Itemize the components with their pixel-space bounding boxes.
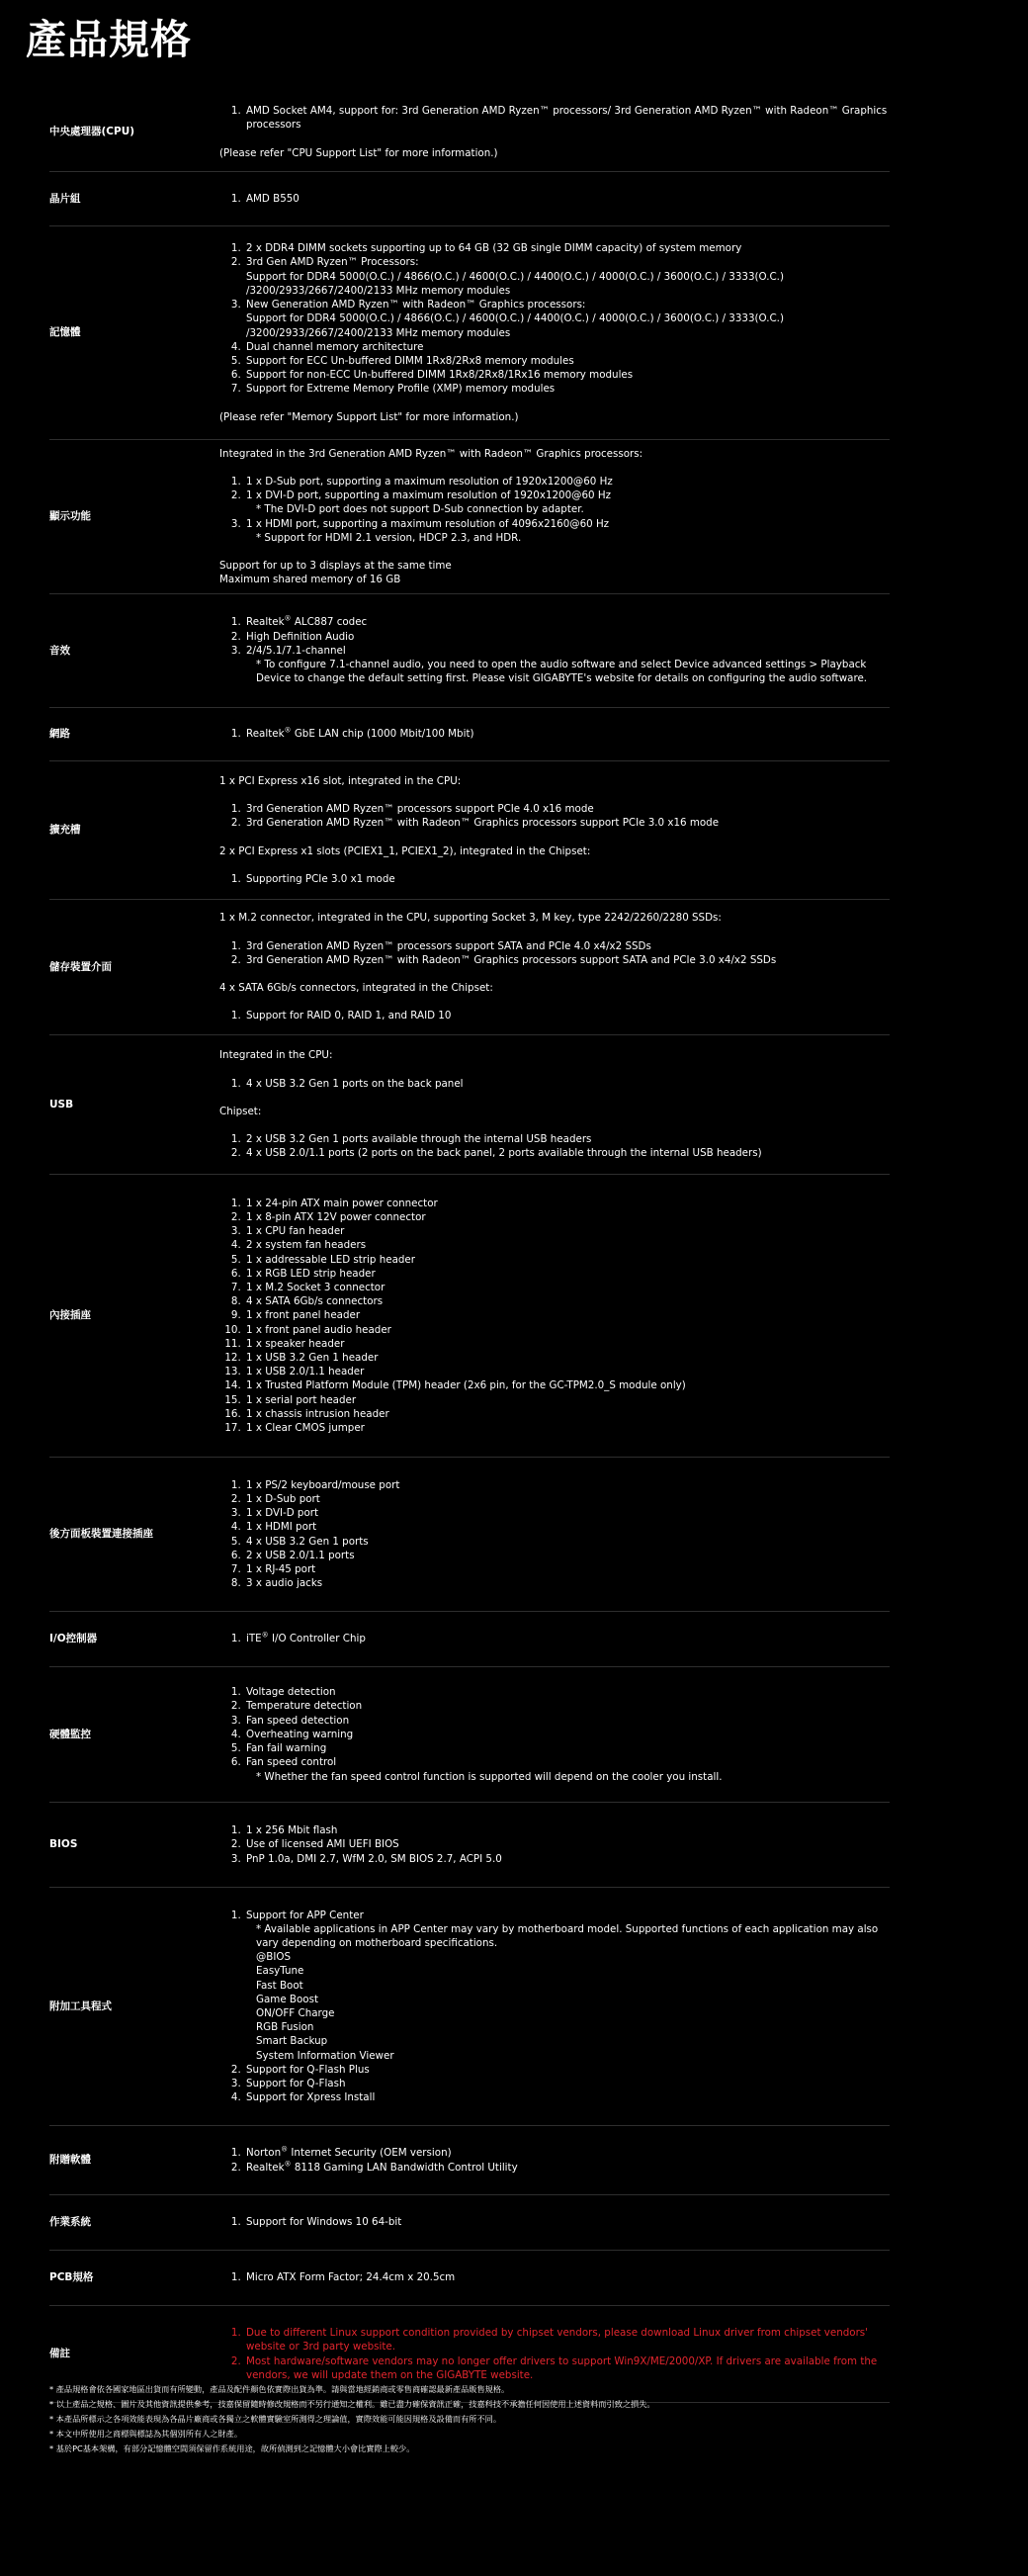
list-item-note: * Available applications in APP Center may vary by motherboard model. Supported functions of each application may also vary depending on motherboard specifications. bbox=[256, 1922, 879, 1949]
list-item: 2. 1 x D-Sub port bbox=[244, 1492, 890, 1506]
list-item: 6. Support for non-ECC Un-buffered DIMM 1Rx8/2Rx8/1Rx16 memory modules bbox=[244, 368, 890, 382]
item-text: I/O Controller Chip bbox=[268, 1633, 366, 1645]
spec-content bbox=[219, 1624, 890, 1653]
item-text: Internet Security (OEM version) bbox=[288, 2147, 452, 2160]
registered-mark: ® bbox=[284, 726, 292, 735]
list-item: 1. 2 x USB 3.2 Gen 1 ports available through the internal USB headers bbox=[244, 1132, 890, 1146]
list-item: 1. 3rd Generation AMD Ryzen™ processors support SATA and PCIe 4.0 x4/x2 SSDs bbox=[244, 939, 890, 953]
app-name: Game Boost bbox=[256, 1993, 318, 2005]
spec-content bbox=[219, 1470, 890, 1599]
list-item bbox=[244, 1909, 890, 2063]
spec-row-io bbox=[49, 1612, 890, 1667]
list-item: 1. 3rd Generation AMD Ryzen™ processors support PCIe 4.0 x16 mode bbox=[244, 802, 890, 816]
list-item bbox=[244, 644, 890, 686]
spec-content bbox=[219, 1189, 890, 1443]
app-name: System Information Viewer bbox=[256, 2049, 394, 2062]
list-item: 4. 2 x system fan headers bbox=[244, 1238, 890, 1252]
spec-intro: Integrated in the CPU: bbox=[219, 1049, 333, 1062]
spec-row-audio bbox=[49, 594, 890, 708]
spec-row-tools bbox=[49, 1888, 890, 2126]
list-item: 1. Micro ATX Form Factor; 24.4cm x 20.5cm bbox=[244, 2270, 890, 2284]
footnote: * 以上產品之規格、圖片及其他資訊提供參考，技嘉保留隨時修改規格而不另行通知之權利。雖已盡力確保資訊正確，技嘉科技不承擔任何因使用上述資料而引致之損失。 bbox=[49, 2399, 655, 2409]
spec-content bbox=[219, 2207, 890, 2237]
list-item: 16. 1 x chassis intrusion header bbox=[244, 1407, 890, 1421]
app-name: Smart Backup bbox=[256, 2035, 328, 2048]
list-item-text: 2. 3rd Gen AMD Ryzen™ Processors: bbox=[246, 256, 419, 269]
spec-content bbox=[219, 903, 890, 1030]
footnote: * 本文中所使用之商標與標誌為其個別所有人之財產。 bbox=[49, 2429, 243, 2439]
list-item: 4. Support for Xpress Install bbox=[244, 2090, 890, 2104]
spec-row-formfactor bbox=[49, 2251, 890, 2306]
list-item: 5. 1 x addressable LED strip header bbox=[244, 1253, 890, 1267]
list-item: 1. Support for Windows 10 64-bit bbox=[244, 2215, 890, 2229]
spec-label: 音效 bbox=[49, 644, 70, 657]
list-item: 3. Support for Q-Flash bbox=[244, 2077, 890, 2090]
list-item: 5. Support for ECC Un-buffered DIMM 1Rx8/2Rx8 memory modules bbox=[244, 354, 890, 368]
list-item: 1. 1 x D-Sub port, supporting a maximum resolution of 1920x1200@60 Hz bbox=[244, 475, 890, 489]
list-item: 15. 1 x serial port header bbox=[244, 1393, 890, 1407]
spec-content bbox=[219, 766, 890, 894]
spec-outro: Support for up to 3 displays at the same time bbox=[219, 559, 452, 572]
list-item-text: 3. New Generation AMD Ryzen™ with Radeon™ Graphics processors: bbox=[246, 299, 586, 311]
list-item bbox=[244, 2146, 890, 2160]
item-text: GbE LAN chip (1000 Mbit/100 Mbit) bbox=[291, 728, 474, 741]
registered-mark: ® bbox=[284, 615, 292, 624]
list-item bbox=[244, 1755, 890, 1783]
list-item: 2. Support for Q-Flash Plus bbox=[244, 2063, 890, 2077]
list-item-detail: Support for DDR4 5000(O.C.) / 4866(O.C.) / 4600(O.C.) / 4400(O.C.) / 4000(O.C.) / 3600(O.C.) / 3333(O.C.) /3200/2933/2667/2400/2133 MHz memory modules bbox=[246, 312, 784, 339]
list-item: 7. Support for Extreme Memory Profile (XMP) memory modules bbox=[244, 382, 890, 396]
spec-content bbox=[219, 233, 890, 431]
list-item-text: 3. 1 x HDMI port, supporting a maximum resolution of 4096x2160@60 Hz bbox=[246, 517, 610, 530]
footnote: * 基於PC基本架構，有部分記憶體空間須保留作系統用途，故所偵測到之記憶體大小會比實際上較少。 bbox=[49, 2443, 415, 2453]
app-name: @BIOS bbox=[256, 1951, 292, 1964]
list-item: 4. 1 x HDMI port bbox=[244, 1520, 890, 1534]
spec-row-expansion bbox=[49, 761, 890, 900]
spec-label: 記憶體 bbox=[49, 326, 81, 339]
spec-row-chipset bbox=[49, 172, 890, 226]
list-item: 1. 1 x PS/2 keyboard/mouse port bbox=[244, 1478, 890, 1492]
list-item-note: * To configure 7.1-channel audio, you need to open the audio software and select Device advanced settings > Playback Device to change the default setting first. Please visit GIGABYTE's website for details on configuring the audio software. bbox=[256, 659, 868, 685]
spec-row-bios bbox=[49, 1803, 890, 1888]
list-item: 13. 1 x USB 2.0/1.1 header bbox=[244, 1365, 890, 1378]
footnotes bbox=[49, 2382, 939, 2456]
registered-mark: ® bbox=[261, 1631, 269, 1640]
list-item-note: * Whether the fan speed control function is supported will depend on the cooler you install. bbox=[256, 1770, 723, 1783]
registered-mark: ® bbox=[284, 2160, 292, 2169]
list-item: 1. Support for RAID 0, RAID 1, and RAID 10 bbox=[244, 1009, 890, 1022]
spec-label: 晶片組 bbox=[49, 192, 81, 205]
spec-content bbox=[219, 607, 890, 693]
item-text: 8118 Gaming LAN Bandwidth Control Utility bbox=[291, 2161, 518, 2174]
spec-intro: 1 x M.2 connector, integrated in the CPU, supporting Socket 3, M key, type 2242/2260/2280 SSDs: bbox=[219, 912, 722, 925]
spec-note: (Please refer "CPU Support List" for more information.) bbox=[219, 146, 498, 159]
list-item bbox=[244, 2161, 890, 2175]
spec-label: 後方面板裝置連接插座 bbox=[49, 1528, 153, 1541]
spec-label: USB bbox=[49, 1098, 74, 1110]
brand-text: Realtek bbox=[246, 2161, 285, 2174]
list-item: 2. 3rd Generation AMD Ryzen™ with Radeon™ Graphics processors support PCIe 3.0 x16 mode bbox=[244, 816, 890, 830]
registered-mark: ® bbox=[281, 2145, 289, 2154]
list-item: 1. 1 x 256 Mbit flash bbox=[244, 1823, 890, 1837]
list-item: 1. AMD B550 bbox=[244, 192, 890, 206]
app-name: ON/OFF Charge bbox=[256, 2007, 335, 2019]
list-item-text: 2. 1 x DVI-D port, supporting a maximum resolution of 1920x1200@60 Hz bbox=[246, 489, 611, 502]
app-name: RGB Fusion bbox=[256, 2021, 314, 2034]
list-item: 8. 4 x SATA 6Gb/s connectors bbox=[244, 1294, 890, 1308]
list-item: 12. 1 x USB 3.2 Gen 1 header bbox=[244, 1351, 890, 1365]
spec-outro: Maximum shared memory of 16 GB bbox=[219, 574, 401, 586]
spec-row-software bbox=[49, 2126, 890, 2195]
spec-content bbox=[219, 2138, 890, 2181]
list-item: 1. 1 x 24-pin ATX main power connector bbox=[244, 1197, 890, 1210]
spec-label: 附贈軟體 bbox=[49, 2154, 91, 2167]
spec-content bbox=[219, 1040, 890, 1168]
list-item-detail: Support for DDR4 5000(O.C.) / 4866(O.C.) / 4600(O.C.) / 4400(O.C.) / 4000(O.C.) / 3600(O.C.) / 3333(O.C.) /3200/2933/2667/2400/2133 MHz memory modules bbox=[246, 270, 784, 297]
list-item: 2. Temperature detection bbox=[244, 1699, 890, 1713]
spec-row-lan bbox=[49, 708, 890, 761]
list-item: 7. 1 x M.2 Socket 3 connector bbox=[244, 1281, 890, 1294]
spec-content bbox=[219, 1816, 890, 1874]
list-item: 2. Use of licensed AMI UEFI BIOS bbox=[244, 1837, 890, 1851]
list-item: 5. Fan fail warning bbox=[244, 1741, 890, 1755]
page-title: 產品規格 bbox=[26, 16, 192, 63]
app-name: EasyTune bbox=[256, 1965, 304, 1978]
spec-label: 附加工具程式 bbox=[49, 1999, 112, 2012]
list-item: 17. 1 x Clear CMOS jumper bbox=[244, 1421, 890, 1435]
spec-intro: 2 x PCI Express x1 slots (PCIEX1_1, PCIEX1_2), integrated in the Chipset: bbox=[219, 844, 591, 857]
list-item: 3. Fan speed detection bbox=[244, 1714, 890, 1728]
list-item-note: * The DVI-D port does not support D-Sub connection by adapter. bbox=[256, 503, 584, 516]
list-item-text: 3. 2/4/5.1/7.1-channel bbox=[246, 644, 346, 657]
list-item: 3. 1 x DVI-D port bbox=[244, 1506, 890, 1520]
list-item bbox=[244, 517, 890, 545]
list-item bbox=[244, 1632, 890, 1645]
list-item bbox=[244, 255, 890, 298]
list-item: 14. 1 x Trusted Platform Module (TPM) header (2x6 pin, for the GC-TPM2.0_S module only) bbox=[244, 1378, 890, 1392]
brand-text: iTE bbox=[246, 1633, 262, 1645]
brand-text: Realtek bbox=[246, 616, 285, 629]
list-item-text: 1. Support for APP Center bbox=[246, 1909, 364, 1921]
list-item: 4. Dual channel memory architecture bbox=[244, 340, 890, 354]
spec-label: I/O控制器 bbox=[49, 1633, 98, 1645]
item-text: ALC887 codec bbox=[291, 616, 368, 629]
list-item: 4. Overheating warning bbox=[244, 1728, 890, 1741]
list-item bbox=[244, 615, 890, 629]
spec-label: 顯示功能 bbox=[49, 510, 91, 523]
spec-row-internal bbox=[49, 1175, 890, 1458]
list-item: 6. 1 x RGB LED strip header bbox=[244, 1267, 890, 1281]
spec-row-display bbox=[49, 440, 890, 594]
list-item: 2. High Definition Audio bbox=[244, 630, 890, 644]
spec-content bbox=[219, 2263, 890, 2292]
spec-row-usb bbox=[49, 1035, 890, 1175]
spec-content bbox=[219, 96, 890, 168]
spec-row-backpanel bbox=[49, 1458, 890, 1612]
list-item: 2. Most hardware/software vendors may no longer offer drivers to support Win9X/ME/2000/XP. If drivers are available from the vendors, we will update them on the GIGABYTE website. bbox=[244, 2354, 890, 2382]
spec-label: 備註 bbox=[49, 2348, 70, 2360]
list-item: 2. 1 x 8-pin ATX 12V power connector bbox=[244, 1210, 890, 1224]
spec-content bbox=[219, 2318, 890, 2390]
list-item: 1. 4 x USB 3.2 Gen 1 ports on the back panel bbox=[244, 1077, 890, 1091]
spec-table bbox=[49, 93, 890, 2403]
list-item: 1. 2 x DDR4 DIMM sockets supporting up to 64 GB (32 GB single DIMM capacity) of system memory bbox=[244, 241, 890, 255]
spec-row-storage bbox=[49, 900, 890, 1035]
spec-row-cpu bbox=[49, 93, 890, 172]
spec-row-memory bbox=[49, 226, 890, 440]
list-item: 7. 1 x RJ-45 port bbox=[244, 1562, 890, 1576]
spec-content bbox=[219, 719, 890, 749]
list-item: 8. 3 x audio jacks bbox=[244, 1576, 890, 1590]
footnote: * 本產品所標示之各項效能表現為各晶片廠商或各獨立之軟體實驗室所測得之理論值，實際效能可能因規格及設備而有所不同。 bbox=[49, 2414, 502, 2424]
spec-label: 中央處理器(CPU) bbox=[49, 126, 135, 138]
list-item: 9. 1 x front panel header bbox=[244, 1308, 890, 1322]
spec-intro: 4 x SATA 6Gb/s connectors, integrated in the Chipset: bbox=[219, 982, 493, 995]
spec-label: 擴充槽 bbox=[49, 824, 81, 837]
list-item bbox=[244, 298, 890, 340]
spec-content bbox=[219, 439, 890, 595]
spec-row-os bbox=[49, 2195, 890, 2251]
spec-label: 作業系統 bbox=[49, 2216, 91, 2229]
list-item: 5. 4 x USB 3.2 Gen 1 ports bbox=[244, 1535, 890, 1549]
list-item: 1. Supporting PCIe 3.0 x1 mode bbox=[244, 872, 890, 886]
spec-label: 儲存裝置介面 bbox=[49, 960, 112, 973]
list-item: 1. AMD Socket AM4, support for: 3rd Generation AMD Ryzen™ processors/ 3rd Generation AMD Ryzen™ with Radeon™ Graphics processors bbox=[244, 104, 890, 132]
list-item bbox=[244, 489, 890, 516]
list-item: 1. Due to different Linux support condition provided by chipset vendors, please download Linux driver from chipset vendors' website or 3rd party website. bbox=[244, 2326, 890, 2354]
app-name: Fast Boot bbox=[256, 1979, 303, 1992]
spec-content bbox=[219, 1901, 890, 2113]
spec-label: 內接插座 bbox=[49, 1309, 91, 1322]
spec-row-hwmonitor bbox=[49, 1667, 890, 1803]
footnote: * 產品規格會依各國家地區出貨而有所變動，產品及配件顏色依實際出貨為準。請與當地經銷商或零售商確認最新產品販售規格。 bbox=[49, 2384, 510, 2394]
spec-intro: Chipset: bbox=[219, 1105, 262, 1117]
list-item bbox=[244, 727, 890, 741]
spec-label: 硬體監控 bbox=[49, 1728, 91, 1740]
spec-label: BIOS bbox=[49, 1838, 78, 1851]
list-item-text: 6. Fan speed control bbox=[246, 1756, 337, 1769]
spec-content bbox=[219, 1677, 890, 1791]
list-item: 3. 1 x CPU fan header bbox=[244, 1224, 890, 1238]
spec-label: 網路 bbox=[49, 728, 70, 741]
spec-note: (Please refer "Memory Support List" for more information.) bbox=[219, 410, 519, 423]
list-item: 2. 3rd Generation AMD Ryzen™ with Radeon™ Graphics processors support SATA and PCIe 3.0 x4/x2 SSDs bbox=[244, 953, 890, 967]
spec-intro: Integrated in the 3rd Generation AMD Ryzen™ with Radeon™ Graphics processors: bbox=[219, 447, 643, 460]
list-item: 1. Voltage detection bbox=[244, 1685, 890, 1699]
list-item: 10. 1 x front panel audio header bbox=[244, 1323, 890, 1337]
brand-text: Realtek bbox=[246, 728, 285, 741]
list-item-note: * Support for HDMI 2.1 version, HDCP 2.3, and HDR. bbox=[256, 531, 522, 544]
spec-intro: 1 x PCI Express x16 slot, integrated in the CPU: bbox=[219, 774, 462, 787]
list-item: 6. 2 x USB 2.0/1.1 ports bbox=[244, 1549, 890, 1562]
list-item: 3. PnP 1.0a, DMI 2.7, WfM 2.0, SM BIOS 2.7, ACPI 5.0 bbox=[244, 1852, 890, 1866]
spec-label: PCB規格 bbox=[49, 2271, 94, 2284]
list-item: 2. 4 x USB 2.0/1.1 ports (2 ports on the back panel, 2 ports available through the internal USB headers) bbox=[244, 1146, 890, 1160]
spec-content bbox=[219, 184, 890, 214]
list-item: 11. 1 x speaker header bbox=[244, 1337, 890, 1351]
brand-text: Norton bbox=[246, 2147, 282, 2160]
